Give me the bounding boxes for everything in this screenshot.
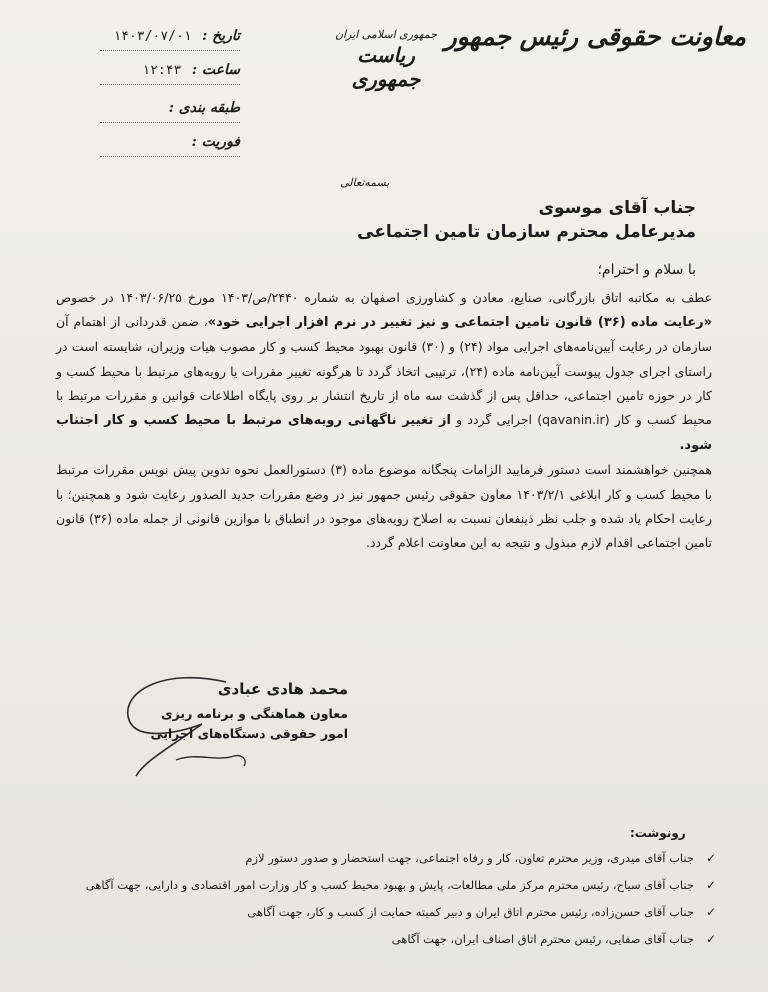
time-field (100, 62, 240, 85)
letter-body (56, 286, 712, 555)
bullet-icon: ✓ (705, 932, 716, 946)
classification-label: طبقه بندی : (168, 100, 240, 116)
emblem-title: ریاست جمهوری (351, 43, 421, 91)
copy-recipient-text: جناب آقای سیاح، رئیس محترم مرکز ملی مطالعات، پایش و بهبود محیط کسب و کار وزارت امور اقتصادی و دارایی، جهت آگاهی (85, 878, 694, 892)
letterhead-emblem (326, 28, 446, 91)
office-title: معاونت حقوقی رئیس جمهور (444, 22, 746, 51)
signatory-name: محمد هادی عبادی (217, 680, 348, 698)
body-p1-bold-subject: «رعایت ماده (۳۶) قانون تامین اجتماعی و نیز تغییر در نرم افزار اجرایی خود» (207, 315, 712, 331)
date-value: ۱۴۰۳/۰۷/۰۱ (113, 29, 192, 44)
urgency-label: فوریت : (191, 134, 240, 150)
greeting: با سلام و احترام؛ (597, 262, 696, 278)
recipient-name: جناب آقای موسوی (538, 198, 696, 218)
signatory-title (108, 704, 348, 744)
emblem-caption: جمهوری اسلامی ایران (334, 28, 438, 41)
body-p1-text-b: ، ضمن قدردانی از اهتمام آن سازمان در رعایت آیین‌نامه‌های اجرایی مواد (۲۴) و (۳۰) قانون بهبود محیط کسب و کار مصوب هیات وزیران، شایسته است در راستای اجرای جدول پیوست آیین‌نامه ماده (۲۴)، ترتیبی اتخاذ گردد تا هرگونه تغییر مقررات یا رویه‌های مرتبط با محیط کسب و کار در حوزه تامین اجتماعی، حداقل پس از گذشت سه ماه از تاریخ انتشار بر روی پایگاه اطلاعات قوانین و مقررات مرتبط با محیط کسب و کار (56, 314, 713, 428)
copy-recipient-item (60, 848, 716, 868)
copy-recipient-item (60, 929, 716, 949)
classification-field (100, 100, 240, 123)
copy-recipient-text: جناب آقای میدری، وزیر محترم تعاون، کار و رفاه اجتماعی، جهت استحضار و صدور دستور لازم (245, 851, 694, 865)
time-value: ۱۲:۴۳ (142, 63, 182, 78)
body-p1-text-c: اجرایی گردد و (456, 412, 533, 428)
bullet-icon: ✓ (705, 851, 716, 865)
signature-block (108, 680, 348, 744)
bismillah: بسمه‌تعالی (340, 176, 390, 189)
signatory-title-line-2: امور حقوقی دستگاه‌های اجرایی (150, 726, 348, 741)
copy-recipient-item (60, 875, 716, 895)
copy-recipient-text: جناب آقای صفایی، رئیس محترم اتاق اصناف ایران، جهت آگاهی (391, 932, 694, 946)
copies-list (60, 848, 716, 956)
bullet-icon: ✓ (705, 878, 716, 892)
copies-title: رونوشت: (630, 826, 686, 840)
copy-recipient-item (60, 902, 716, 922)
date-field (100, 28, 240, 51)
signatory-title-line-1: معاون هماهنگی و برنامه ریزی (161, 706, 348, 721)
time-label: ساعت : (191, 62, 240, 78)
recipient-title: مدیرعامل محترم سازمان تامین اجتماعی (357, 222, 696, 242)
urgency-field (100, 134, 240, 157)
body-paragraph-1 (56, 286, 712, 458)
body-paragraph-2: همچنین خواهشمند است دستور فرمایید الزامات پنجگانه موضوع ماده (۳) دستورالعمل نحوه تدوین پیش نویس مقررات مرتبط با محیط کسب و کار ابلاغی ۱۴۰۳/۲/۱ معاون حقوقی رئیس جمهور نیز در وضع مقررات جدید الصدور رعایت شود و همچنین؛ با رعایت احکام یاد شده و جلب نظر ذینفعان نسبت به اصلاح رویه‌های موجود در انطباق با موازین قانونی از جمله ماده (۳۶) قانون تامین اجتماعی اقدام لازم مبذول و نتیجه به این معاونت اعلام گردد. (56, 462, 712, 551)
date-label: تاریخ : (202, 28, 240, 44)
bullet-icon: ✓ (705, 905, 716, 919)
copy-recipient-text: جناب آقای حسن‌زاده، رئیس محترم اتاق ایران و دبیر کمیته حمایت از کسب و کار، جهت آگاهی (247, 905, 694, 919)
body-p1-website: (qavanin.ir) (537, 412, 610, 428)
recipient-block (357, 198, 696, 242)
body-p1-text-a: عطف به مکاتبه اتاق بازرگانی، صنایع، معادن و کشاورزی اصفهان به شماره ۲۴۴۰/ص/۱۴۰۳ مورخ ۱۴۰۳/۰۶/۲۵ در خصوص (56, 290, 712, 305)
body-p1-bold-directive: از تغییر ناگهانی رویه‌های مرتبط با محیط کسب و کار اجتناب شود. (56, 413, 712, 454)
